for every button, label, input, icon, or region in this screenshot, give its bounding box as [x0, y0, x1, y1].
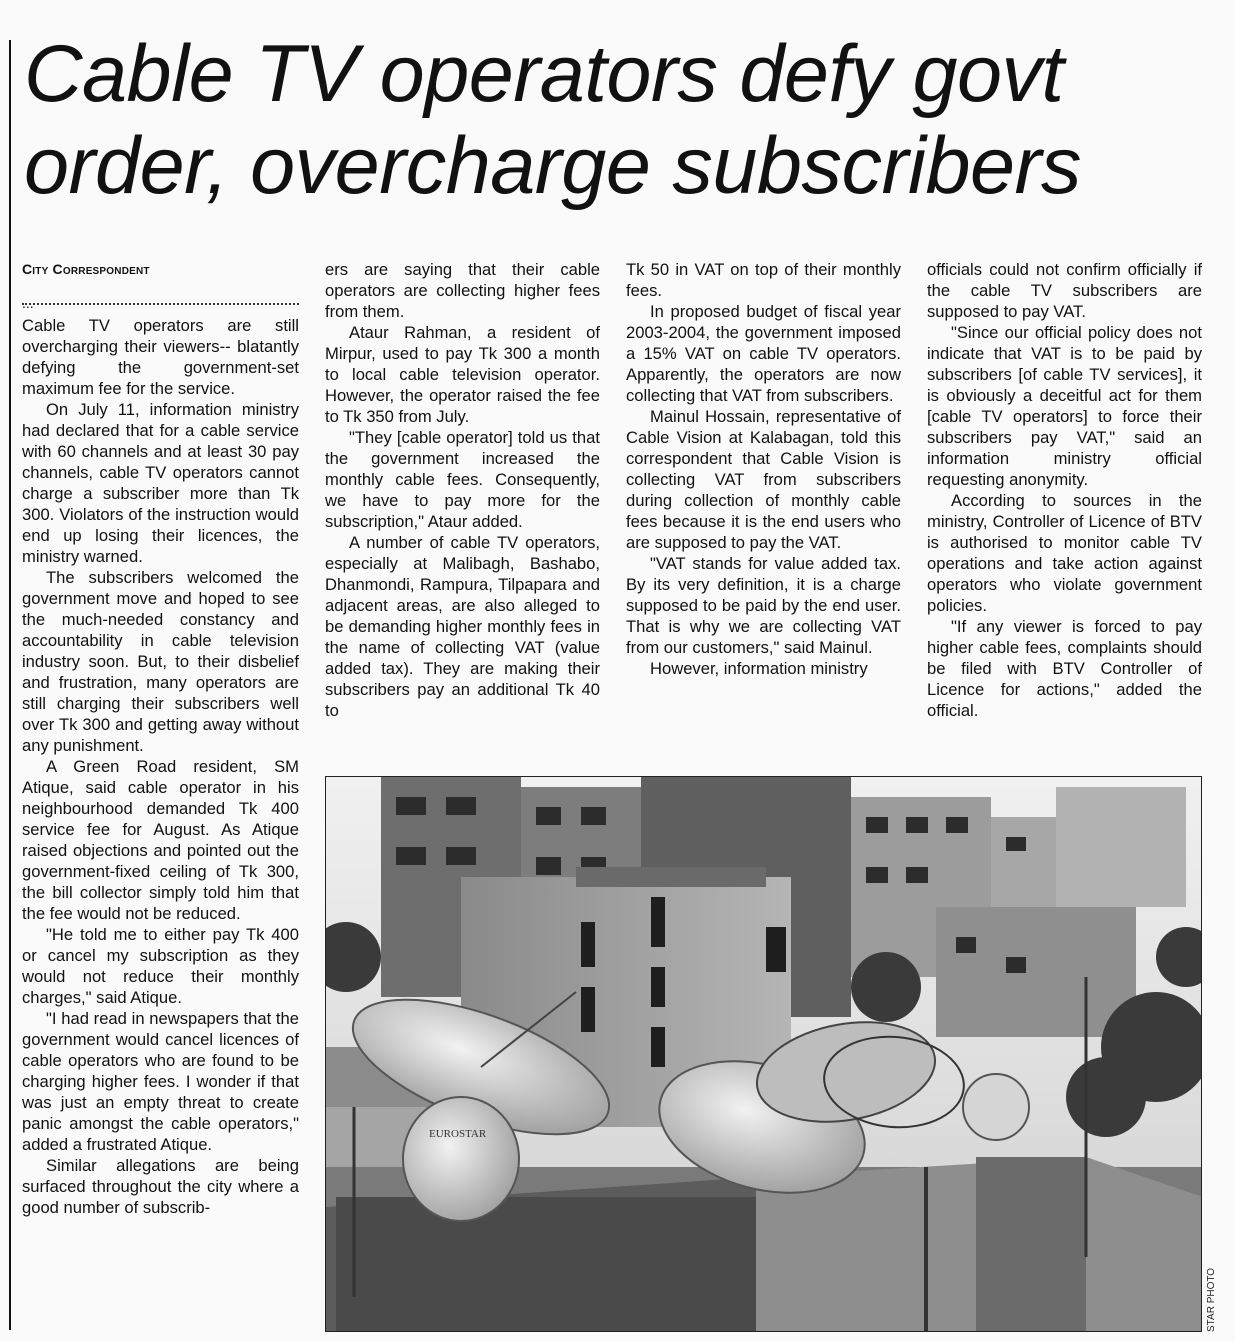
photo-credit: STAR PHOTO — [1206, 1267, 1217, 1332]
article-column-2 — [325, 259, 600, 721]
paragraph: The subscribers welcomed the government move and hoped to see the much-needed constancy and accountability in cable television industry soon. But, to their disbelief and frustration, many operators are still charging their subscribers well over Tk 300 and getting away without any punishment. — [22, 568, 299, 755]
byline: City Correspondent — [22, 261, 150, 277]
paragraph: ers are saying that their cable operators are collecting higher fees from them. — [325, 260, 600, 321]
paragraph: On July 11, information ministry had declared that for a cable service with 60 channels and at least 30 pay channels, cable TV operators cannot charge a subscriber more than Tk 300. Violators of the instruction would end up losing their licences, the ministry warned. — [22, 400, 299, 566]
paragraph: Tk 50 in VAT on top of their monthly fees. — [626, 260, 901, 300]
paragraph: "He told me to either pay Tk 400 or cancel my subscription as they would not reduce their monthly charges," said Atique. — [22, 925, 299, 1007]
paragraph: "Since our official policy does not indicate that VAT is to be paid by subscribers [of cable TV services], it is obviously a deceitful act for them [cable TV operators] to force their subscribers pay VAT," said an information ministry official requesting anonymity. — [927, 323, 1202, 489]
dish-brand-label: EUROSTAR — [429, 1128, 487, 1140]
paragraph: According to sources in the ministry, Controller of Licence of BTV is authorised to monitor cable TV operations and take action against operators who violate government policies. — [927, 491, 1202, 615]
byline-dotted-rule: ... — [22, 279, 299, 305]
paragraph: A number of cable TV operators, especially at Malibagh, Bashabo, Dhanmondi, Rampura, Tilpapara and adjacent areas, are also alleged to be demanding higher monthly fees in the name of collecting VAT (value added tax). They are making their subscribers pay an additional Tk 40 to — [325, 533, 600, 720]
article-column-4 — [927, 259, 1202, 721]
paragraph: Similar allegations are being surfaced throughout the city where a good number of subscrib- — [22, 1156, 299, 1217]
headline: Cable TV operators defy govt order, overcharge subscribers — [24, 29, 1082, 211]
paragraph: "I had read in newspapers that the government would cancel licences of cable operators who are found to be charging higher fees. I wonder if that was just an empty threat to create panic amongst the cable operators," added a frustrated Atique. — [22, 1009, 299, 1154]
paragraph: "They [cable operator] told us that the government increased the monthly cable fees. Consequently, we have to pay more for the subscription," Ataur added. — [325, 428, 600, 531]
article-column-3 — [626, 259, 901, 679]
paragraph: Ataur Rahman, a resident of Mirpur, used to pay Tk 300 a month to local cable television operator. However, the operator raised the fee to Tk 350 from July. — [325, 323, 600, 426]
paragraph: "If any viewer is forced to pay higher cable fees, complaints should be filed with BTV Controller of Licence for actions," added the official. — [927, 617, 1202, 720]
rooftop-satellite-dishes-photo — [325, 776, 1202, 1332]
paragraph: However, information ministry — [650, 659, 868, 678]
paragraph: "VAT stands for value added tax. By its very definition, it is a charge supposed to be paid by the end user. That is why we are collecting VAT from our customers," said Mainul. — [626, 554, 901, 657]
paragraph: Mainul Hossain, representative of Cable Vision at Kalabagan, told this correspondent that Cable Vision is collecting VAT from subscribers during collection of monthly cable fees because it is the end users who are supposed to pay the VAT. — [626, 407, 901, 552]
paragraph: Cable TV operators are still overcharging their viewers-- blatantly defying the government-set maximum fee for the service. — [22, 316, 299, 398]
paragraph: A Green Road resident, SM Atique, said cable operator in his neighbourhood demanded Tk 400 service fee for August. As Atique raised objections and pointed out the government-fixed ceiling of Tk 300, the bill collector simply told him that the fee would not be reduced. — [22, 757, 299, 923]
article-column-1 — [22, 259, 299, 1218]
paragraph: In proposed budget of fiscal year 2003-2004, the government imposed a 15% VAT on cable TV operators. Apparently, the operators are now collecting that VAT from subscribers. — [626, 302, 901, 405]
left-column-rule — [9, 40, 11, 1330]
paragraph: officials could not confirm officially if the cable TV subscribers are supposed to pay VAT. — [927, 260, 1202, 321]
